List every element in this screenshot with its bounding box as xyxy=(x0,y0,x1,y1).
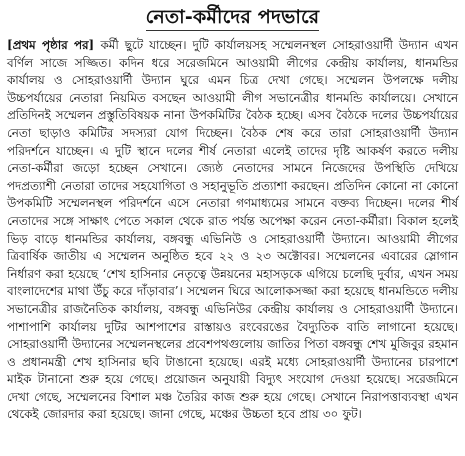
headline-container xyxy=(7,0,458,34)
continuation-label: প্রথম পৃষ্ঠার পর xyxy=(12,38,89,52)
article-body xyxy=(7,37,458,424)
article-body-text: কর্মী ছুটে যাচ্ছেন। দুটি কার্যালয়সহ সম্মেলনস্থল সোহরাওয়ার্দী উদ্যান এখন বর্ণিল সাজে সজ্জিত। কদিন ধরে সরেজমিনে আওয়ামী লীগের কেন্দ্রীয় কার্যালয়, ধানমন্ডির কার্যালয় ও সোহরাওয়ার্দী উদ্যান ঘুরে এমন চিত্র দেখা গেছে। সম্মেলন উপলক্ষে দলীয় উচ্চপর্যায়ের নেতারা নিয়মিত বসছেন আওয়ামী লীগ সভানেত্রীর ধানমন্ডি কার্যালয়ে। সেখানে প্রতিদিনই সম্মেলন প্রস্তুতিবিষয়ক নানা উপকমিটির বৈঠক হচ্ছে। এসব বৈঠকে দলের উচ্চপর্যায়ের নেতা ছাড়াও কমিটির সদস্যরা যোগ দিচ্ছেন। বৈঠক শেষ করে তারা সোহরাওয়ার্দী উদ্যান পরিদর্শনে যাচ্ছেন। এ দুটি স্থানে দলের শীর্ষ নেতারা এলেই তাদের দৃষ্টি আকর্ষণ করতে দলীয় নেতা-কর্মীরা জড়ো হচ্ছেন সেখানে। জ্যেষ্ঠ নেতাদের সামনে নিজেদের উপস্থিতি দেখিয়ে পদপ্রত্যাশী নেতারা তাদের সহযোগিতা ও সহানুভূতি প্রত্যাশা করছেন। প্রতিদিন কোনো না কোনো উপকমিটি সম্মেলনস্থল পরিদর্শনে এসে নেতারা গণমাধ্যমের সামনে বক্তব্য দিচ্ছেন। দলের শীর্ষ নেতাদের সঙ্গে সাক্ষাৎ পেতে সকাল থেকে রাত পর্যন্ত অপেক্ষা করেন নেতা-কর্মীরা। বিকাল হলেই ভিড় বাড়ে ধানমন্ডির কার্যালয়, বঙ্গবন্ধু এভিনিউ ও সোহরাওয়ার্দী উদ্যানে। আওয়ামী লীগের ত্রিবার্ষিক জাতীয় এ সম্মেলন অনুষ্ঠিত হবে ২২ ও ২৩ অক্টোবর। সম্মেলনের এবারের স্লোগান নির্ধারণ করা হয়েছে ‘শেখ হাসিনার নেতৃত্বে উন্নয়নের মহাসড়কে এগিয়ে চলেছি দুর্বার, এখন সময় বাংলাদেশের মাথা উঁচু করে দাঁড়াবার’। সম্মেলন ঘিরে আলোকসজ্জা করা হয়েছে ধানমন্ডিতে দলীয় সভানেত্রীর রাজনৈতিক কার্যালয়, বঙ্গবন্ধু এভিনিউর কেন্দ্রীয় কার্যালয় ও সোহরাওয়ার্দী উদ্যানে। পাশাপাশি কার্যালয় দুটির আশপাশের রাস্তায়ও রংবেরঙের বৈদ্যুতিক বাতি লাগানো হয়েছে। সোহরাওয়ার্দী উদ্যানের সম্মেলনস্থলের প্রবেশপথগুলোয় জাতির পিতা বঙ্গবন্ধু শেখ মুজিবুর রহমান ও প্রধানমন্ত্রী শেখ হাসিনার ছবি টাঙানো হয়েছে। এরই মধ্যে সোহরাওয়ার্দী উদ্যানের চারপাশে মাইক টানানো শুরু হয়ে গেছে। প্রয়োজন অনুযায়ী বিদ্যুৎ সংযোগ দেওয়া হয়েছে। সরেজমিনে দেখা গেছে, সম্মেলনের বিশাল মঞ্চ তৈরির কাজ শুরু হয়ে গেছে। সেখানে নিরাপত্তাব্যবস্থা এখন থেকেই জোরদার করা হয়েছে। জানা গেছে, মঞ্চের উচ্চতা হবে প্রায় ৩০ ফুট। xyxy=(7,38,458,422)
continuation-close-bracket: ] xyxy=(88,38,101,52)
continuation-open-bracket: [ xyxy=(7,38,13,52)
article-headline: নেতা-কর্মীদের পদভারে xyxy=(146,4,320,31)
